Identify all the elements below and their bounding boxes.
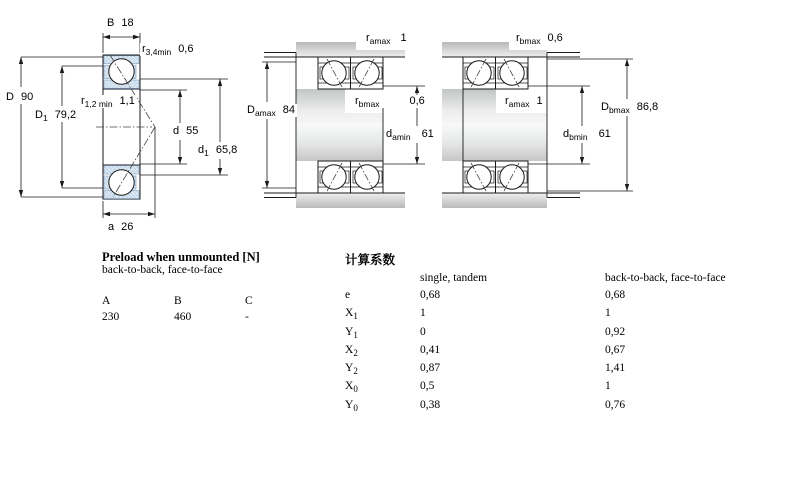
factor-row-y2-label: $Y_2$ [345, 362, 358, 377]
preload-value-c: - [245, 311, 249, 324]
preload-col-c: C [245, 295, 253, 307]
dim-label-rbmax-b: $r_{bmax}$ 0,6 [516, 32, 563, 46]
dim-label-ramax-b: $r_{amax}$ 1 [505, 95, 543, 109]
preload-col-b: B [174, 295, 182, 307]
dim-label-dbmin: $d_{bmin}$ 61 [563, 128, 611, 142]
factor-row-x1-label: $X_1$ [345, 307, 358, 322]
factor-row-y0-mounted: 0,76 [605, 398, 626, 411]
factor-row-y2-mounted: 1,41 [605, 362, 626, 375]
factor-row-x1-single: 1 [420, 307, 426, 320]
dim-label-d1: $d_1$ 65,8 [198, 144, 238, 158]
dim-label-damin: $d_{amin}$ 61 [386, 128, 434, 142]
factor-row-y0-label: $Y_0$ [345, 398, 358, 413]
factor-row-x2-mounted: 0,67 [605, 343, 626, 356]
dim-label-ramax-a: $r_{amax}$ 1 [366, 32, 407, 46]
dim-label-Dbmax: $D_{bmax}$ 86,8 [601, 101, 659, 115]
factor-row-y1-single: 0 [420, 325, 426, 338]
factor-row-e-mounted: 0,68 [605, 289, 626, 301]
preload-value-b: 460 [174, 311, 192, 324]
dim-label-rbmax-a: $r_{bmax}$ 0,6 [355, 95, 425, 109]
factors-col-single-header: single, tandem [420, 272, 488, 284]
dim-label-d: d 55 [173, 125, 199, 137]
dim-label-a: a 26 [108, 221, 134, 233]
factor-row-x0-mounted: 1 [605, 380, 611, 393]
preload-table [102, 294, 305, 326]
factor-row-y2-single: 0,87 [420, 362, 441, 375]
factor-row-e-label: e [345, 289, 351, 301]
preload-table-title: Preload when unmounted [N] [102, 250, 260, 264]
factor-row-x2-label: $X_2$ [345, 343, 358, 358]
factor-row-x1-mounted: 1 [605, 307, 611, 320]
factor-row-y0-single: 0,38 [420, 398, 441, 411]
dim-label-r12: $r_{1,2 min}$ 1,1 [81, 95, 135, 109]
factors-col-mounted-header: back-to-back, face-to-face [605, 272, 726, 284]
factor-row-x0-single: 0,5 [420, 380, 435, 393]
dim-label-D: D 90 [6, 91, 34, 103]
dim-label-D1: $D_1$ 79,2 [35, 109, 77, 123]
factors-table-title: 计算系数 [345, 253, 396, 267]
factors-table [345, 288, 765, 416]
factor-row-e-single: 0,68 [420, 289, 441, 301]
preload-table-subtitle: back-to-back, face-to-face [102, 264, 223, 276]
factor-row-y1-mounted: 0,92 [605, 325, 626, 338]
middle-arrangement-a-drawing [262, 42, 425, 208]
preload-col-a: A [102, 295, 111, 307]
factor-row-y1-label: $Y_1$ [345, 325, 358, 340]
right-arrangement-b-drawing [442, 42, 633, 208]
dim-label-r34: $r_{3,4min}$ 0,6 [142, 43, 194, 57]
preload-value-a: 230 [102, 311, 120, 324]
dim-label-Damax: $D_{amax}$ 84 [247, 104, 295, 118]
factor-row-x0-label: $X_0$ [345, 380, 358, 395]
factor-row-x2-single: 0,41 [420, 343, 441, 356]
dim-label-B: B 18 [107, 17, 134, 29]
